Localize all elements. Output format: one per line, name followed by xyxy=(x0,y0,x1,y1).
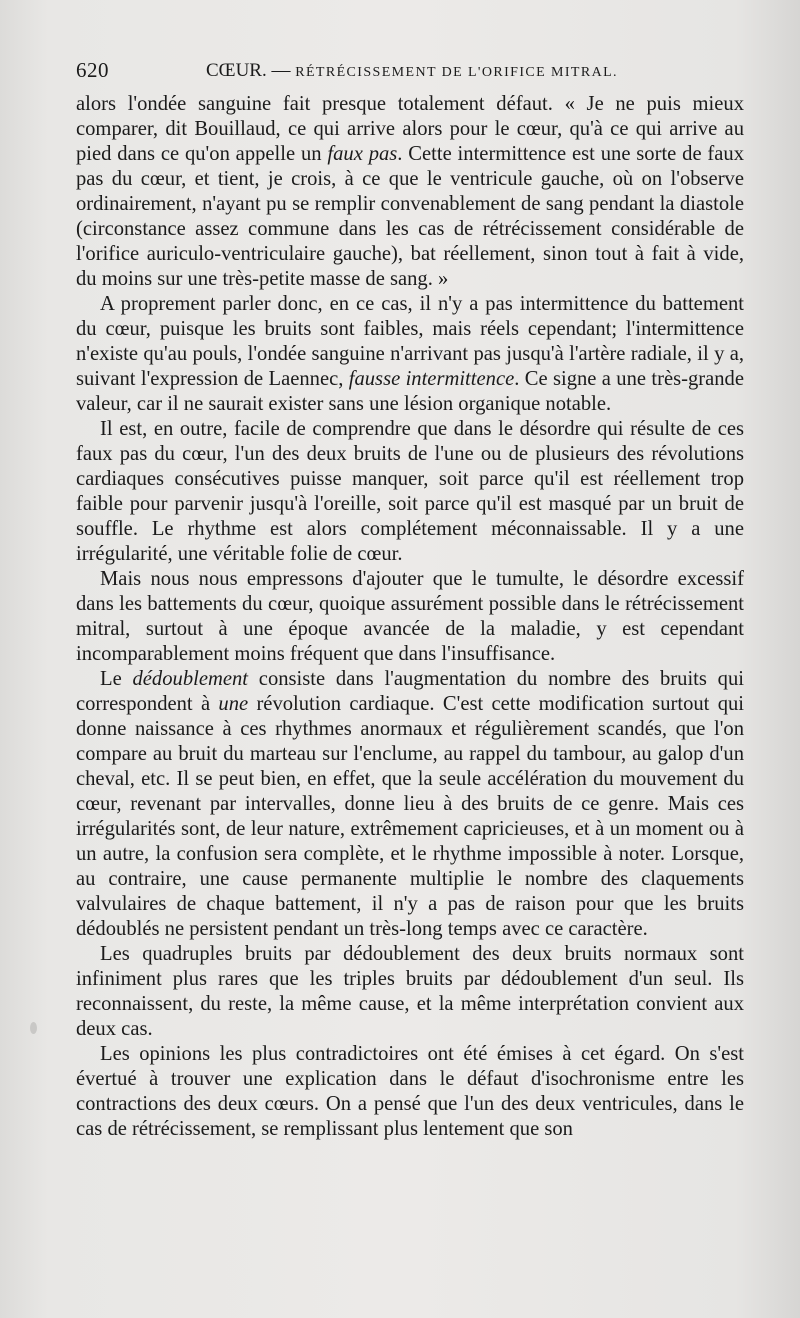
text-run: . Ce signe a une très-grande valeur, car il ne saurait exister sans une lésion organique notable. xyxy=(76,368,744,415)
paragraph xyxy=(76,417,744,567)
paragraph xyxy=(76,292,744,417)
body-text xyxy=(76,92,744,1142)
page-number: 620 xyxy=(76,58,109,82)
text-run: Il est, en outre, facile de comprendre que dans le désordre qui résulte de ces faux pas du cœur, l'un des deux bruits de l'une ou de plusieurs des révolutions cardiaques consécutives puisse manquer, soit parce qu'il est réellement trop faible pour parvenir jusqu'à l'oreille, soit parce qu'il est masqué par un bruit de souffle. Le rhythme est alors complétement méconnaissable. Il y a une irrégularité, une véritable folie de cœur. xyxy=(76,418,744,565)
text-run: . Cette intermittence est une sorte de faux pas du cœur, et tient, je crois, à ce que le ventricule gauche, où on l'observe ordinairement, n'ayant pu se remplir convenablement de sang pendant la diastole (circonstance assez commune dans les cas de rétrécissement considérable de l'orifice auriculo-ventriculaire gauche), bat réellement, sinon tout à fait à vide, du moins sur une très-petite masse de sang. » xyxy=(76,143,744,290)
italic-text: fausse intermittence xyxy=(348,368,515,390)
text-run: A proprement parler donc, en ce cas, il n'y a pas intermittence du battement du cœur, puisque les bruits sont faibles, mais réels cependant; l'intermittence n'existe qu'au pouls, l'ondée sanguine n'arrivant pas jusqu'à l'artère radiale, il y a, suivant l'expression de Laennec, xyxy=(76,293,744,390)
text-run: Mais nous nous empressons d'ajouter que le tumulte, le désordre excessif dans les battements du cœur, quoique assurément possible dans le rétrécissement mitral, surtout à une époque avancée de la maladie, y est cependant incomparablement moins fréquent que dans l'insuffisance. xyxy=(76,568,744,665)
running-head xyxy=(206,60,618,82)
italic-text: dédoublement xyxy=(132,668,249,690)
italic-text: une xyxy=(218,693,249,715)
text-run: consiste dans l'augmentation du nombre des bruits qui correspondent à xyxy=(76,668,744,715)
text-run: alors l'ondée sanguine fait presque totalement défaut. « Je ne puis mieux comparer, dit Bouillaud, ce qui arrive alors pour le cœur, qu'à ce qui arrive au pied dans ce qu'on appelle un xyxy=(76,93,744,165)
page-header xyxy=(76,58,746,88)
running-head-main: CŒUR. xyxy=(206,60,267,81)
margin-speck xyxy=(30,1022,37,1034)
paragraph xyxy=(76,567,744,667)
running-head-subtitle: RÉTRÉCISSEMENT DE L'ORIFICE MITRAL. xyxy=(295,65,618,80)
text-run: Le xyxy=(100,668,133,690)
paragraph xyxy=(76,1042,744,1142)
italic-text: faux pas xyxy=(327,143,398,165)
paragraph xyxy=(76,92,744,292)
paragraph xyxy=(76,942,744,1042)
text-run: Les opinions les plus contradictoires ont été émises à cet égard. On s'est évertué à trouver une explication dans le défaut d'isochronisme entre les contractions des deux cœurs. On a pensé que l'un des deux ventricules, dans le cas de rétrécissement, se remplissant plus lentement que son xyxy=(76,1043,744,1140)
text-run: Les quadruples bruits par dédoublement des deux bruits normaux sont infiniment plus rares que les triples bruits par dédoublement d'un seul. Ils reconnaissent, du reste, la même cause, et la même interprétation convient aux deux cas. xyxy=(76,943,744,1040)
paragraph xyxy=(76,667,744,942)
text-run: révolution cardiaque. C'est cette modification surtout qui donne naissance à ces rhythmes anormaux et régulièrement scandés, que l'on compare au bruit du marteau sur l'enclume, au rappel du tambour, au galop d'un cheval, etc. Il se peut bien, en effet, que la seule accélération du mouvement du cœur, revenant par intervalles, donne lieu à des bruits de ce genre. Mais ces irrégularités sont, de leur nature, extrêmement capricieuses, et à un moment ou à un autre, la confusion sera complète, et le rhythme impossible à noter. Lorsque, au contraire, une cause permanente multiplie le nombre des claquements valvulaires de chaque battement, il n'y a pas de raison pour que les bruits dédoublés ne persistent pendant un très-long temps avec ce caractère. xyxy=(76,693,745,940)
running-head-separator: — xyxy=(266,60,296,81)
